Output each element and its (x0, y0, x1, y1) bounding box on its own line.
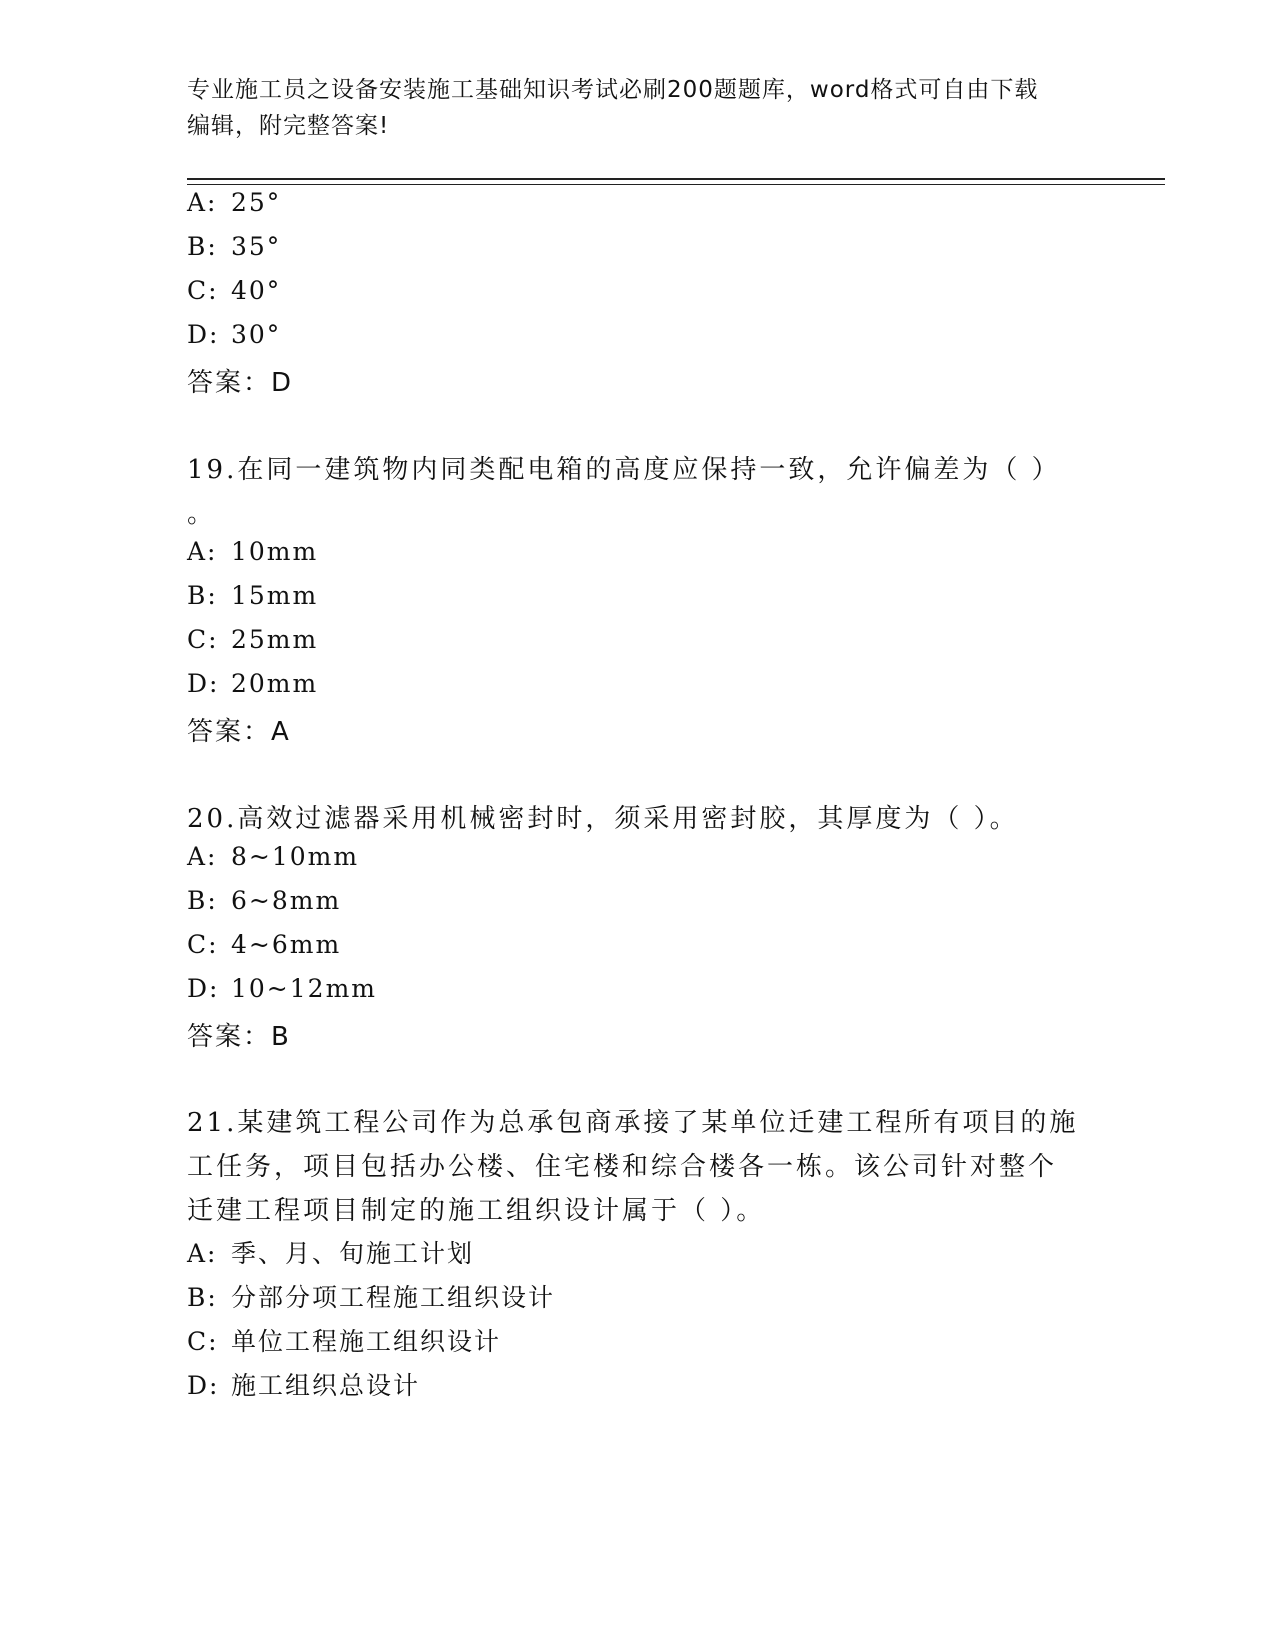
header-title-line-1: 专业施工员之设备安装施工基础知识考试必刷200题题库，word格式可自由下载 (187, 77, 1039, 103)
q18-option-d: D: 30° (187, 320, 282, 349)
q20-option-b: B: 6~8mm (187, 886, 342, 915)
q18-option-a: A: 25° (187, 188, 282, 217)
q21-question-line-3: 迁建工程项目制定的施工组织设计属于（ ）。 (187, 1196, 766, 1226)
header-divider (187, 178, 1165, 180)
q20-question-line-1: 20.高效过滤器采用机械密封时，须采用密封胶，其厚度为（ ）。 (187, 804, 1019, 834)
q19-option-d: D: 20mm (187, 669, 319, 698)
q20-option-c: C: 4~6mm (187, 930, 342, 959)
q18-option-b: B: 35° (187, 232, 282, 261)
header-divider-thin (187, 184, 1165, 185)
q20-answer: 答案：B (187, 1022, 291, 1052)
q21-question-line-2: 工任务，项目包括办公楼、住宅楼和综合楼各一栋。该公司针对整个 (187, 1152, 1058, 1182)
q19-question-line-2: 。 (187, 499, 217, 529)
q21-option-b: B: 分部分项工程施工组织设计 (187, 1283, 556, 1312)
q19-answer: 答案：A (187, 717, 291, 747)
q21-option-d: D: 施工组织总设计 (187, 1371, 421, 1400)
document-header (187, 72, 1087, 144)
q20-option-a: A: 8~10mm (187, 842, 360, 871)
header-title-line-2: 编辑，附完整答案! (187, 113, 390, 139)
q19-option-b: B: 15mm (187, 581, 319, 610)
q21-question-line-1: 21.某建筑工程公司作为总承包商承接了某单位迁建工程所有项目的施 (187, 1108, 1079, 1138)
q19-option-a: A: 10mm (187, 537, 319, 566)
q19-option-c: C: 25mm (187, 625, 319, 654)
q20-option-d: D: 10~12mm (187, 974, 377, 1003)
q21-option-a: A: 季、月、旬施工计划 (187, 1239, 475, 1268)
q19-question-line-1: 19.在同一建筑物内同类配电箱的高度应保持一致，允许偏差为（ ） (187, 455, 1061, 485)
q18-option-c: C: 40° (187, 276, 282, 305)
q21-option-c: C: 单位工程施工组织设计 (187, 1327, 502, 1356)
q18-answer: 答案：D (187, 368, 294, 398)
